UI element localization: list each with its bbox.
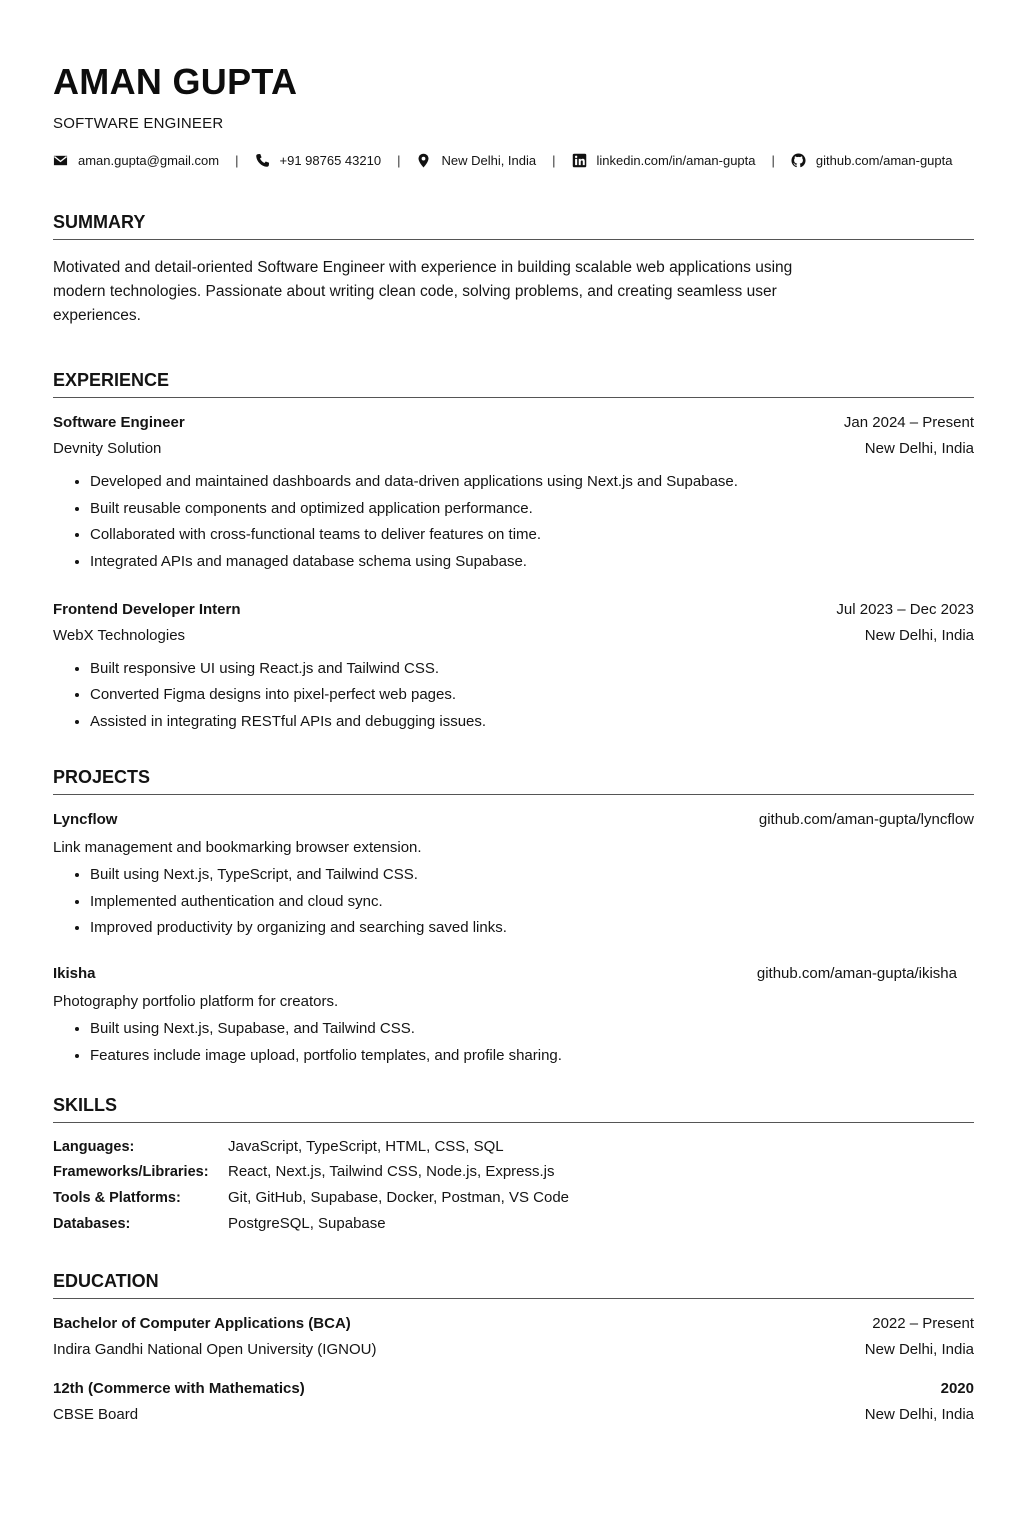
- skills-section: [53, 1094, 974, 1234]
- job-dates: Jan 2024 – Present: [843, 414, 974, 431]
- contact-linkedin[interactable]: [572, 153, 756, 168]
- job-company: WebX Technologies: [53, 626, 186, 644]
- job-subheader: [53, 439, 974, 459]
- contact-phone[interactable]: [255, 153, 382, 168]
- education-institution: Indira Gandhi National Open University (IGNOU): [53, 1340, 377, 1358]
- skill-label: Databases:: [53, 1215, 131, 1232]
- skill-value: React, Next.js, Tailwind CSS, Node.js, Express.js: [228, 1163, 555, 1181]
- experience-heading: EXPERIENCE: [53, 369, 974, 398]
- education-header: [53, 1314, 974, 1334]
- skill-row: [53, 1214, 974, 1234]
- list-item: • Built responsive UI using React.js and Tailwind CSS.: [90, 658, 974, 679]
- candidate-name: AMAN GUPTA: [53, 61, 298, 102]
- job-header: [53, 413, 974, 433]
- phone-icon: [255, 153, 270, 168]
- contact-separator: |: [235, 152, 239, 168]
- job-bullets: [53, 658, 974, 732]
- contact-github-text: github.com/aman-gupta: [815, 152, 953, 168]
- education-location: New Delhi, India: [864, 1405, 974, 1423]
- contact-location: [416, 153, 536, 168]
- skill-value: PostgreSQL, Supabase: [228, 1214, 386, 1232]
- project-name: Lyncflow: [53, 810, 118, 828]
- project-description: Link management and bookmarking browser extension.: [53, 838, 422, 856]
- job-title: Frontend Developer Intern: [53, 600, 241, 618]
- project-bullets: [53, 1018, 974, 1066]
- skills-table: [53, 1137, 974, 1234]
- linkedin-icon: [572, 153, 587, 168]
- skill-label: Languages:: [53, 1138, 135, 1155]
- education-entry: [53, 1379, 974, 1425]
- education-header: [53, 1379, 974, 1399]
- contact-separator: |: [552, 152, 556, 168]
- candidate-title: SOFTWARE ENGINEER: [53, 115, 224, 132]
- location-icon: [416, 153, 431, 168]
- education-heading: EDUCATION: [53, 1270, 974, 1299]
- project-header: [53, 810, 974, 830]
- skill-label: Tools & Platforms:: [53, 1189, 181, 1206]
- skill-row: [53, 1137, 974, 1157]
- education-degree: 12th (Commerce with Mathematics): [53, 1379, 305, 1397]
- education-subheader: [53, 1405, 974, 1425]
- contact-separator: |: [397, 152, 401, 168]
- education-institution: CBSE Board: [53, 1405, 139, 1423]
- education-degree: Bachelor of Computer Applications (BCA): [53, 1314, 351, 1332]
- contact-separator: |: [771, 152, 775, 168]
- education-section: [53, 1270, 974, 1425]
- skills-heading: SKILLS: [53, 1094, 974, 1123]
- list-item: • Integrated APIs and managed database schema using Supabase.: [90, 551, 974, 572]
- contact-location-text: New Delhi, India: [441, 152, 537, 168]
- list-item: • Built using Next.js, Supabase, and Tailwind CSS.: [90, 1018, 974, 1039]
- list-item: • Implemented authentication and cloud sync.: [90, 891, 974, 912]
- list-item: • Built using Next.js, TypeScript, and Tailwind CSS.: [90, 864, 974, 885]
- job-bullets: [53, 471, 974, 572]
- contact-linkedin-text: linkedin.com/in/aman-gupta: [596, 152, 756, 168]
- job-location: New Delhi, India: [864, 440, 974, 457]
- project-header: [53, 964, 974, 984]
- list-item: • Improved productivity by organizing and searching saved links.: [90, 917, 974, 938]
- job-subheader: [53, 626, 974, 646]
- education-subheader: [53, 1340, 974, 1360]
- job-entry: [53, 600, 974, 732]
- project-description: Photography portfolio platform for creators.: [53, 993, 339, 1011]
- contact-phone-text: +91 98765 43210: [279, 152, 382, 168]
- skill-value: Git, GitHub, Supabase, Docker, Postman, VS Code: [228, 1188, 570, 1206]
- mail-icon: [53, 153, 68, 168]
- skill-row: [53, 1162, 974, 1182]
- project-bullets: [53, 864, 974, 938]
- list-item: • Converted Figma designs into pixel-perfect web pages.: [90, 684, 974, 705]
- education-entry: [53, 1314, 974, 1360]
- list-item: • Developed and maintained dashboards and data-driven applications using Next.js and Supabase.: [90, 471, 974, 492]
- contact-bar: [53, 151, 974, 169]
- project-name: Ikisha: [53, 965, 96, 983]
- summary-heading: SUMMARY: [53, 211, 974, 240]
- project-entry: [53, 810, 974, 938]
- experience-section: [53, 369, 974, 732]
- contact-email[interactable]: [53, 153, 219, 168]
- projects-heading: PROJECTS: [53, 766, 974, 795]
- job-location: New Delhi, India: [864, 626, 974, 644]
- list-item: • Assisted in integrating RESTful APIs and debugging issues.: [90, 711, 974, 732]
- project-entry: [53, 964, 974, 1066]
- skill-value: JavaScript, TypeScript, HTML, CSS, SQL: [228, 1137, 504, 1155]
- list-item: • Built reusable components and optimized application performance.: [90, 498, 974, 519]
- contact-email-text: aman.gupta@gmail.com: [78, 152, 220, 168]
- education-dates: 2020: [940, 1379, 974, 1397]
- project-link[interactable]: github.com/aman-gupta/ikisha: [756, 965, 957, 983]
- job-header: [53, 600, 974, 620]
- projects-section: [53, 766, 974, 1066]
- job-title: Software Engineer: [53, 414, 185, 431]
- list-item: • Collaborated with cross-functional teams to deliver features on time.: [90, 524, 974, 545]
- job-dates: Jul 2023 – Dec 2023: [836, 600, 974, 618]
- project-link[interactable]: github.com/aman-gupta/lyncflow: [758, 810, 974, 828]
- education-dates: 2022 – Present: [872, 1314, 974, 1332]
- job-company: Devnity Solution: [53, 440, 162, 457]
- skill-row: [53, 1188, 974, 1208]
- education-location: New Delhi, India: [864, 1340, 974, 1358]
- list-item: • Features include image upload, portfolio templates, and profile sharing.: [90, 1045, 974, 1066]
- github-icon: [791, 153, 806, 168]
- skill-label: Frameworks/Libraries:: [53, 1164, 209, 1181]
- job-entry: [53, 413, 974, 572]
- summary-text: Motivated and detail-oriented Software Engineer with experience in building scalable web applications using modern technologies. Passionate about writing clean code, solving problems, and creating seamless user experiences.: [53, 259, 793, 324]
- summary-section: [53, 211, 974, 328]
- contact-github[interactable]: [791, 153, 953, 168]
